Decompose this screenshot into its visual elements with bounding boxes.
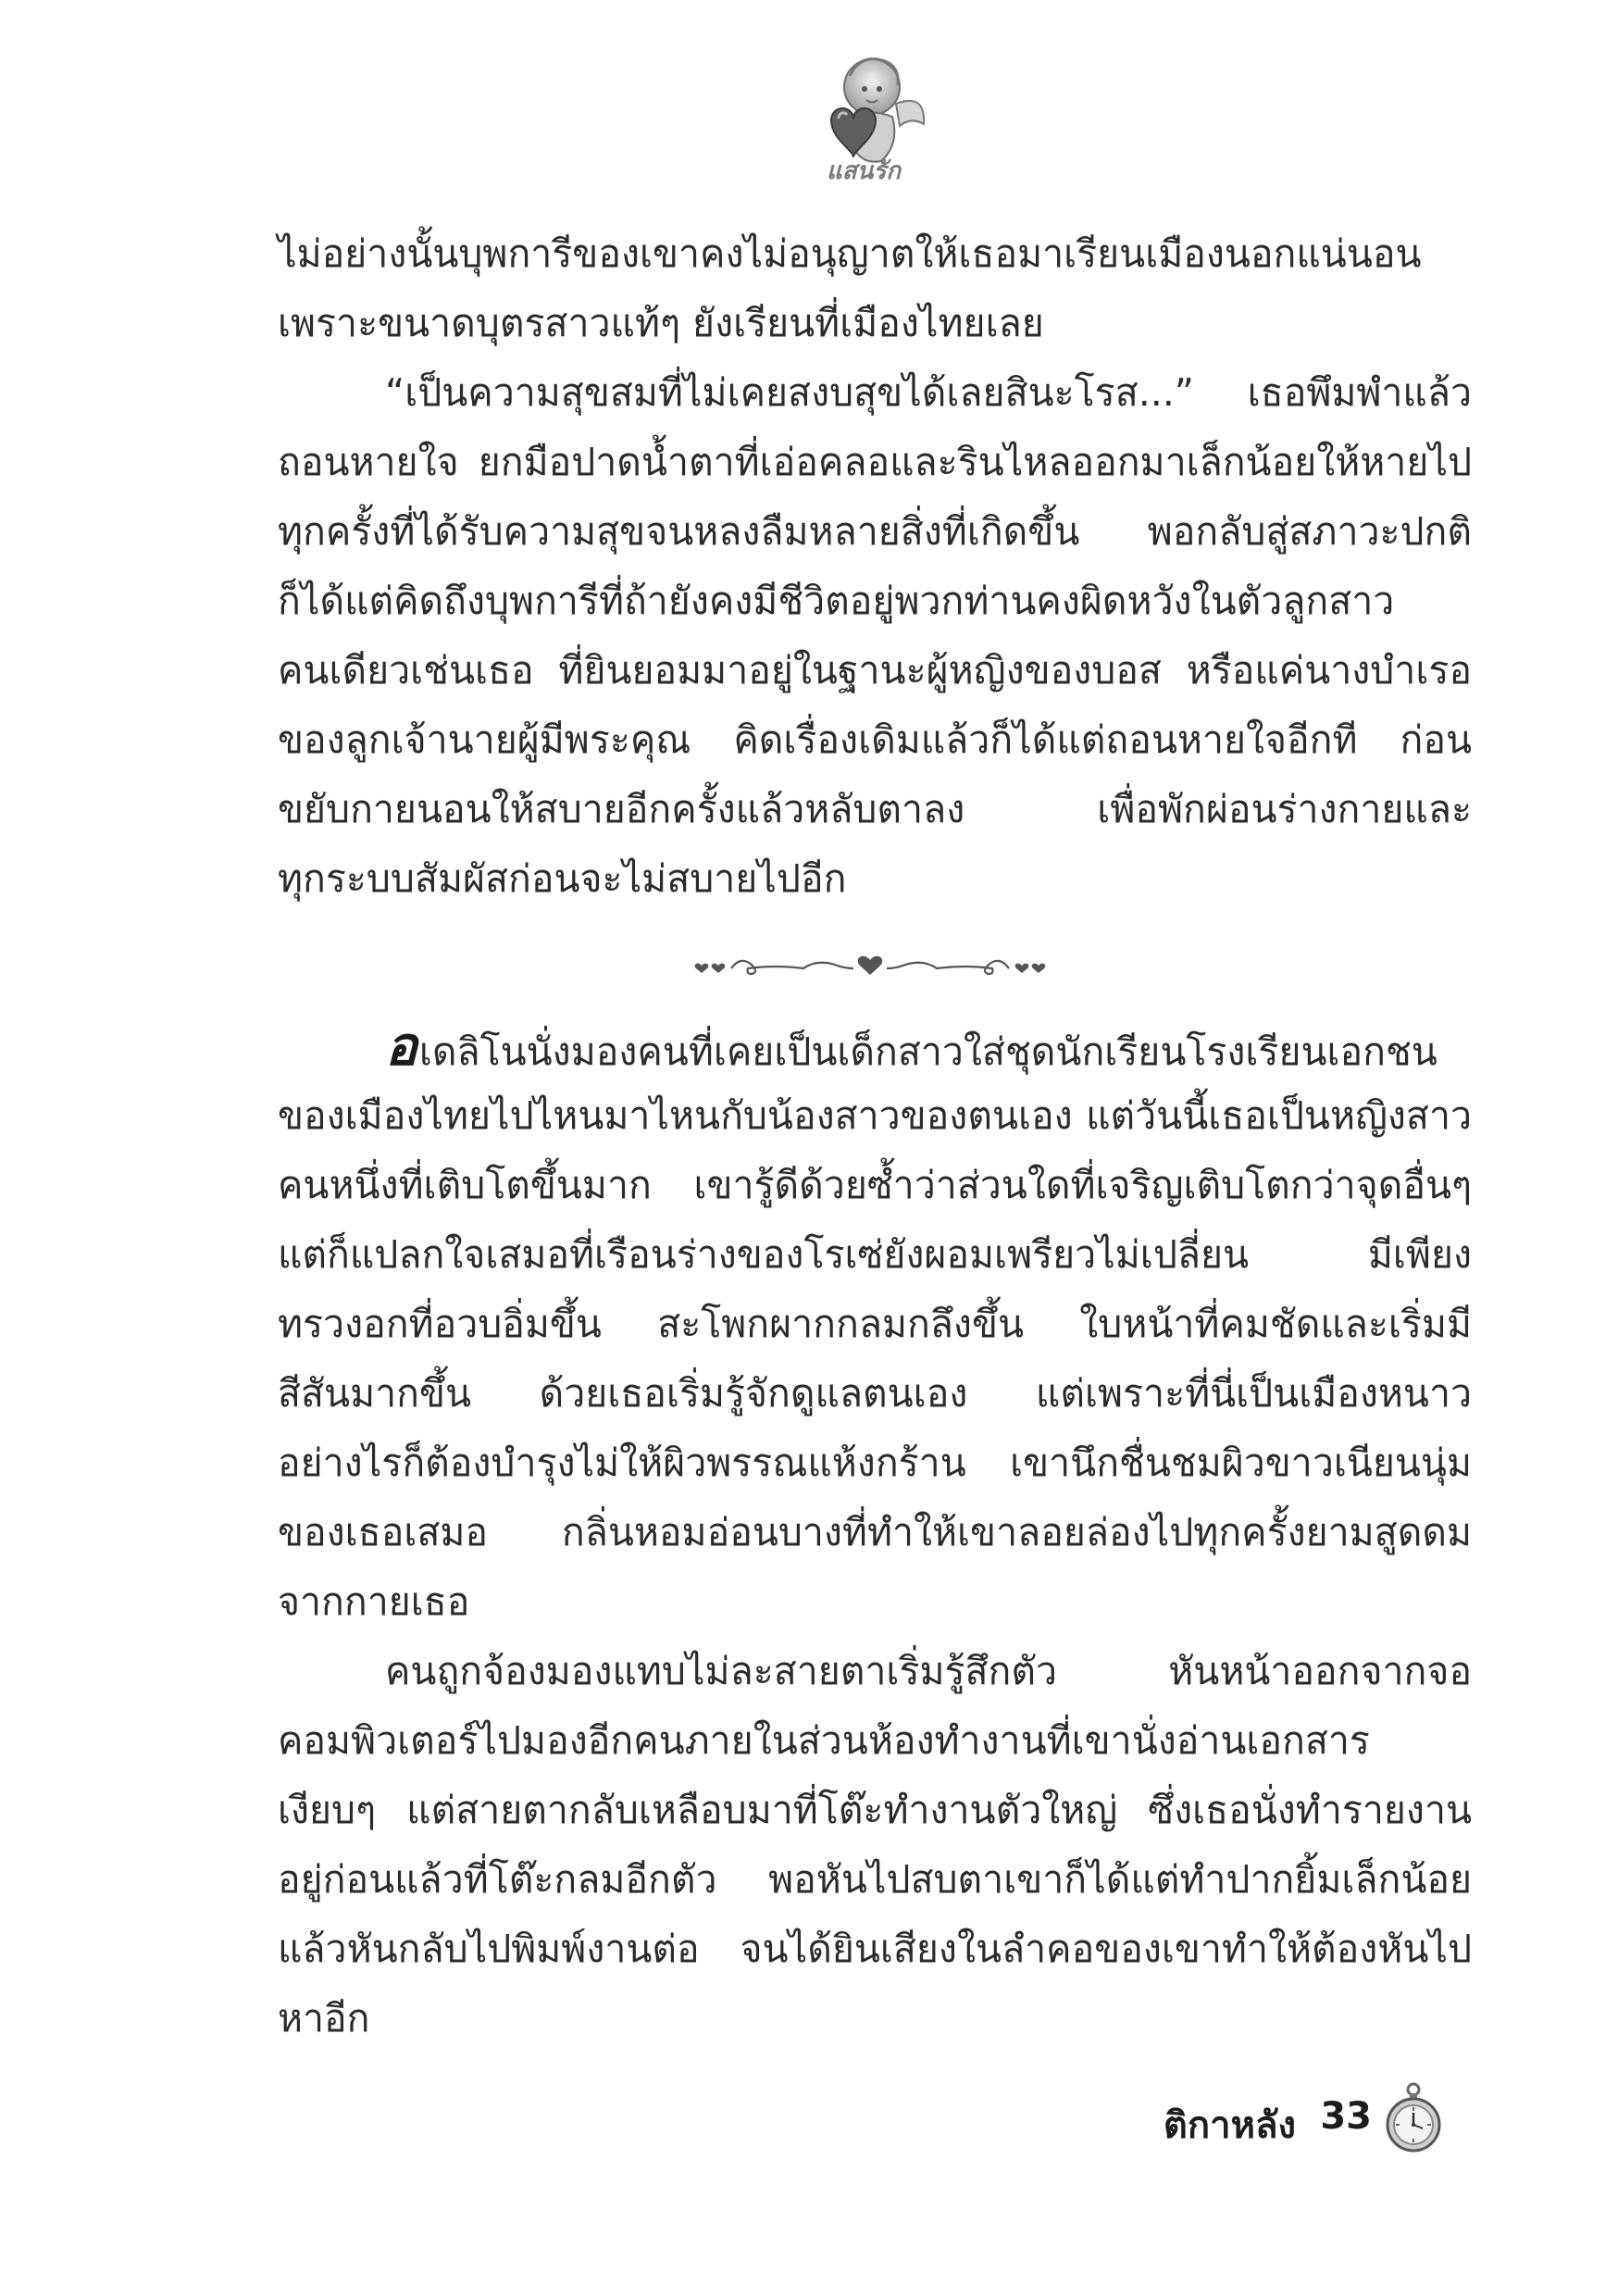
text-line: จากกายเธอ <box>278 1579 470 1624</box>
text-line-rest: เดลิโนนั่งมองคนที่เคยเป็นเด็กสาวใส่ชุดนักเรียนโรงเรียนเอกชน <box>418 1029 1438 1074</box>
page-number: 33 <box>1320 2095 1372 2138</box>
drop-cap: อ <box>385 1015 417 1078</box>
text-line: แล้วหันกลับไปพิมพ์งานต่อ จนได้ยินเสียงในลำคอของเขาทำให้ต้องหันไป <box>278 1927 1472 1971</box>
logo-wordmark: แสนรัก <box>826 157 902 185</box>
heart-scroll-divider-icon <box>685 944 1055 987</box>
text-line: แต่ก็แปลกใจเสมอที่เรือนร่างของโรเซ่ยังผอมเพรียวไม่เปลี่ยน มีเพียง <box>278 1232 1472 1277</box>
text-line: เงียบๆ แต่สายตากลับเหลือบมาที่โต๊ะทำงานตัวใหญ่ ซึ่งเธอนั่งทำรายงาน <box>278 1788 1472 1832</box>
paragraph-block-2 <box>278 1012 1472 2053</box>
text-line: ไม่อย่างนั้นบุพการีของเขาคงไม่อนุญาตให้เธอมาเรียนเมืองนอกแน่นอน <box>278 231 1422 276</box>
text-line: สีสันมากขึ้น ด้วยเธอเริ่มรู้จักดูแลตนเอง แต่เพราะที่นี่เป็นเมืองหนาว <box>278 1371 1472 1416</box>
text-line: คอมพิวเตอร์ไปมองอีกคนภายในส่วนห้องทำงานที่เขานั่งอ่านเอกสาร <box>278 1718 1370 1763</box>
text-line: ถอนหายใจ ยกมือปาดน้ำตาที่เอ่อคลอและรินไหลออกมาเล็กน้อยให้หายไป <box>278 440 1472 484</box>
page-footer <box>1111 2086 1444 2160</box>
text-line: ทรวงอกที่อวบอิ่มขึ้น สะโพกผากกลมกลึงขึ้น ใบหน้าที่คมชัดและเริ่มมี <box>278 1302 1472 1346</box>
pocket-watch-icon <box>1383 2080 1444 2154</box>
text-line: ทุกระบบสัมผัสก่อนจะไม่สบายไปอีก <box>278 856 847 901</box>
text-line: อยู่ก่อนแล้วที่โต๊ะกลมอีกตัว พอหันไปสบตาเขาก็ได้แต่ทำปากยิ้มเล็กน้อย <box>278 1857 1472 1902</box>
paragraph-block-1 <box>278 219 1472 914</box>
text-line: “เป็นความสุขสมที่ไม่เคยสงบสุขได้เลยสินะโรส...” เธอพึมพำแล้ว <box>385 370 1472 415</box>
text-line: ทุกครั้งที่ได้รับความสุขจนหลงลืมหลายสิ่งที่เกิดขึ้น พอกลับสู่สภาวะปกติ <box>278 509 1472 554</box>
book-title: ติกาหลัง <box>1163 2104 1296 2147</box>
text-line: ของเมืองไทยไปไหนมาไหนกับน้องสาวของตนเอง แต่วันนี้เธอเป็นหญิงสาว <box>278 1093 1472 1138</box>
text-line: ของเธอเสมอ กลิ่นหอมอ่อนบางที่ทำให้เขาลอยล่องไปทุกครั้งยามสูดดม <box>278 1510 1472 1554</box>
text-line: ของลูกเจ้านายผู้มีพระคุณ คิดเรื่องเดิมแล้วก็ได้แต่ถอนหายใจอีกที ก่อน <box>278 718 1472 762</box>
text-line: เพราะขนาดบุตรสาวแท้ๆ ยังเรียนที่เมืองไทยเลย <box>278 301 1044 345</box>
text-line: คนหนึ่งที่เติบโตขึ้นมาก เขารู้ดีด้วยซ้ำว่าส่วนใดที่เจริญเติบโตกว่าจุดอื่นๆ <box>278 1163 1472 1207</box>
text-line: ก็ได้แต่คิดถึงบุพการีที่ถ้ายังคงมีชีวิตอยู่พวกท่านคงผิดหวังในตัวลูกสาว <box>278 579 1395 623</box>
text-line: คนถูกจ้องมองแทบไม่ละสายตาเริ่มรู้สึกตัว หันหน้าออกจากจอ <box>385 1649 1472 1693</box>
text-line: คนเดียวเช่นเธอ ที่ยินยอมมาอยู่ในฐานะผู้หญิงของบอส หรือแค่นางบำเรอ <box>278 648 1472 693</box>
text-line: อย่างไรก็ต้องบำรุงไม่ให้ผิวพรรณแห้งกร้าน เขานึกชื่นชมผิวขาวเนียนนุ่ม <box>278 1441 1472 1485</box>
text-line-first <box>278 1012 1472 1081</box>
text-line: ขยับกายนอนให้สบายอีกครั้งแล้วหลับตาลง เพื่อพักผ่อนร่างกายและ <box>278 787 1472 831</box>
text-line: หาอีก <box>278 1996 370 2040</box>
